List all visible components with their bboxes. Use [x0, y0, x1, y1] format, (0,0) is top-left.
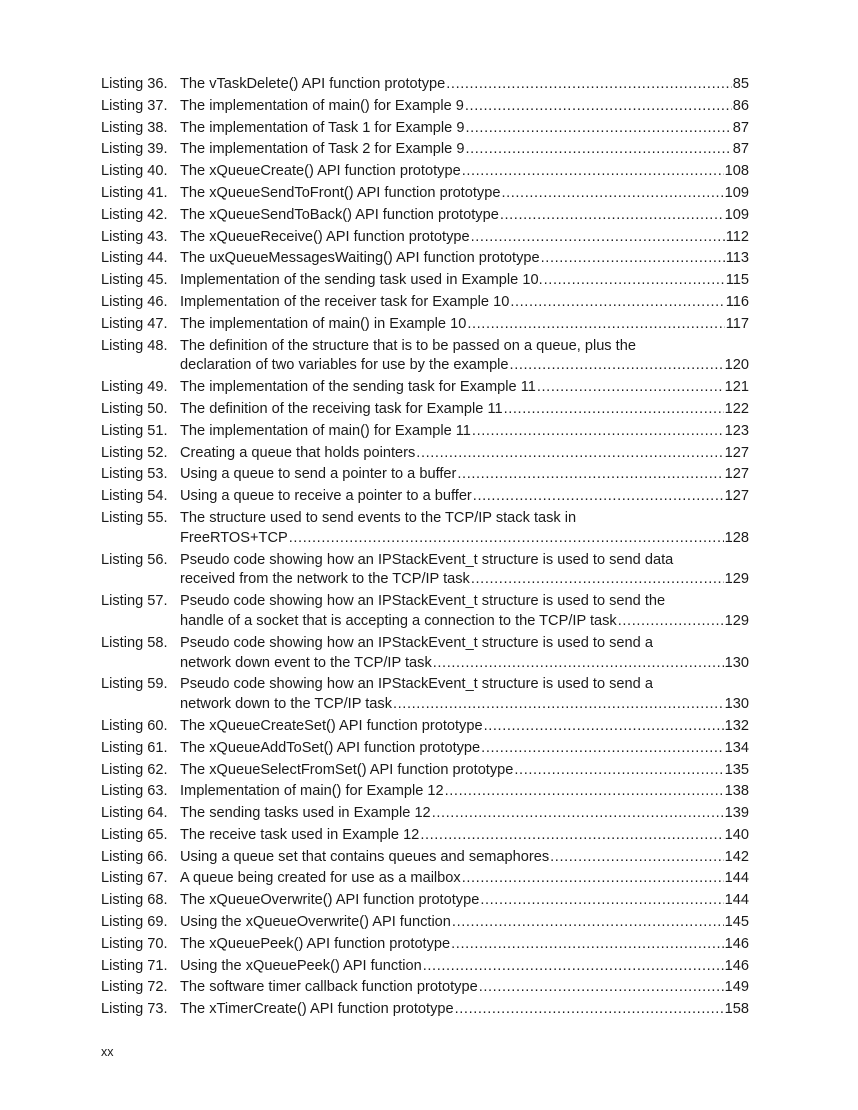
listing-page-number: 109 [724, 206, 749, 223]
entry-last-line [180, 206, 749, 226]
dot-leader [416, 444, 723, 464]
entry-last-line [180, 465, 749, 485]
listing-title: A queue being created for use as a mailbox [180, 870, 461, 887]
entry-last-line [180, 228, 749, 248]
entry-body [180, 891, 749, 911]
listing-title: Using a queue set that contains queues and semaphores [180, 848, 550, 865]
dot-leader [465, 140, 731, 160]
page-number: xx [101, 1045, 114, 1059]
toc-entry[interactable] [101, 119, 749, 139]
listing-page-number: 86 [732, 97, 749, 114]
toc-entry[interactable] [101, 184, 749, 204]
entry-last-line [180, 717, 749, 737]
dot-leader [618, 612, 724, 632]
listing-number: Listing 47. [101, 315, 168, 332]
dot-leader [462, 162, 724, 182]
listing-page-number: 139 [724, 805, 749, 822]
listing-title: The xQueueReceive() API function prototype [180, 228, 470, 245]
listing-title: The implementation of main() for Example 9 [180, 97, 464, 114]
listing-title: The xQueuePeek() API function prototype [180, 935, 451, 952]
dot-leader [471, 228, 725, 248]
listing-number: Listing 62. [101, 761, 168, 778]
toc-entry[interactable] [101, 249, 749, 269]
dot-leader [473, 487, 724, 507]
listing-page-number: 108 [724, 163, 749, 180]
entry-body [180, 761, 749, 781]
entry-last-line [180, 378, 749, 398]
listing-number: Listing 40. [101, 163, 168, 180]
entry-last-line [180, 162, 749, 182]
listing-number: Listing 51. [101, 422, 168, 439]
listing-title: Implementation of the sending task used in Example 10. [180, 272, 543, 289]
entry-body [180, 782, 749, 802]
entry-last-line [180, 140, 749, 160]
dot-leader [467, 315, 724, 335]
dot-leader [451, 935, 723, 955]
listing-title: The xQueueAddToSet() API function prototype [180, 739, 481, 756]
toc-entry[interactable] [101, 509, 749, 549]
listing-number: Listing 41. [101, 184, 168, 201]
dot-leader [541, 249, 725, 269]
listing-page-number: 145 [724, 914, 749, 931]
entry-last-line [180, 119, 749, 139]
listing-page-number: 132 [724, 717, 749, 734]
listing-page-number: 120 [724, 357, 749, 374]
listing-title: Implementation of the receiver task for Example 10 [180, 293, 510, 310]
listing-number: Listing 64. [101, 805, 168, 822]
entry-body [180, 804, 749, 824]
listing-title: The definition of the receiving task for Example 11 [180, 400, 503, 417]
listing-page-number: 112 [725, 228, 749, 245]
dot-leader [465, 97, 732, 117]
entry-body [180, 848, 749, 868]
listing-title: The xQueueSelectFromSet() API function prototype [180, 761, 514, 778]
listing-page-number: 158 [724, 1001, 749, 1018]
listing-page-number: 128 [724, 529, 749, 546]
entry-body [180, 75, 749, 95]
listing-title: The xQueueSendToFront() API function prototype [180, 184, 501, 201]
dot-leader [480, 891, 723, 911]
entry-body [180, 675, 749, 715]
toc-entry[interactable] [101, 634, 749, 674]
entry-body [180, 551, 749, 591]
entry-body [180, 162, 749, 182]
toc-entry[interactable] [101, 957, 749, 977]
entry-last-line [180, 978, 749, 998]
entry-last-line [180, 315, 749, 335]
entry-body [180, 119, 749, 139]
toc-entries [101, 75, 749, 1020]
toc-entry[interactable] [101, 739, 749, 759]
dot-leader [462, 869, 724, 889]
entry-body [180, 444, 749, 464]
listing-number: Listing 57. [101, 593, 168, 610]
listing-page-number: 122 [724, 400, 749, 417]
toc-entry[interactable] [101, 1000, 749, 1020]
toc-entry[interactable] [101, 337, 749, 377]
entry-last-line [180, 249, 749, 269]
listing-number: Listing 61. [101, 739, 168, 756]
listing-page-number: 134 [724, 739, 749, 756]
listing-page-number: 140 [724, 826, 749, 843]
toc-entry[interactable] [101, 162, 749, 182]
dot-leader [471, 570, 724, 590]
toc-entry[interactable] [101, 140, 749, 160]
listing-page-number: 146 [724, 957, 749, 974]
listing-page-number: 127 [724, 466, 749, 483]
listing-title: received from the network to the TCP/IP task [180, 571, 470, 588]
toc-entry[interactable] [101, 97, 749, 117]
dot-leader [537, 378, 724, 398]
listing-title: declaration of two variables for use by the example [180, 357, 509, 374]
listing-number: Listing 72. [101, 979, 168, 996]
listing-page-number: 144 [724, 870, 749, 887]
listing-title-line: Pseudo code showing how an IPStackEvent_t structure is used to send a [180, 676, 653, 693]
entry-last-line [180, 869, 749, 889]
toc-entry[interactable] [101, 444, 749, 464]
toc-entry[interactable] [101, 717, 749, 737]
entry-body [180, 378, 749, 398]
dot-leader [452, 913, 724, 933]
listing-number: Listing 54. [101, 488, 168, 505]
entry-last-line [180, 75, 749, 95]
toc-entry[interactable] [101, 378, 749, 398]
toc-entry[interactable] [101, 400, 749, 420]
listing-title-line: Pseudo code showing how an IPStackEvent_t structure is used to send the [180, 593, 666, 610]
entry-last-line [180, 913, 749, 933]
entry-body [180, 184, 749, 204]
listing-number: Listing 42. [101, 206, 168, 223]
toc-entry[interactable] [101, 913, 749, 933]
listing-number: Listing 55. [101, 509, 168, 526]
listing-title: Using a queue to send a pointer to a buffer [180, 466, 457, 483]
listing-title: The software timer callback function prototype [180, 979, 478, 996]
listing-title: The uxQueueMessagesWaiting() API function prototype [180, 250, 540, 267]
entry-body [180, 592, 749, 632]
dot-leader [432, 804, 724, 824]
listing-title: Using the xQueueOverwrite() API function [180, 914, 451, 931]
listing-title: FreeRTOS+TCP [180, 529, 288, 546]
listing-page-number: 109 [724, 184, 749, 201]
toc-entry[interactable] [101, 592, 749, 632]
entry-body [180, 206, 749, 226]
dot-leader [445, 782, 724, 802]
listing-title: The implementation of main() in Example 10 [180, 315, 467, 332]
entry-last-line [180, 1000, 749, 1020]
listing-number: Listing 69. [101, 914, 168, 931]
entry-last-line [180, 422, 749, 442]
toc-entry[interactable] [101, 848, 749, 868]
listing-page-number: 130 [724, 654, 749, 671]
entry-body [180, 337, 749, 377]
entry-last-line [180, 891, 749, 911]
listing-page-number: 144 [724, 892, 749, 909]
listing-title: The xQueueOverwrite() API function prototype [180, 892, 480, 909]
entry-last-line [180, 487, 749, 507]
toc-entry[interactable] [101, 271, 749, 291]
listing-title: The receive task used in Example 12 [180, 826, 420, 843]
toc-entry[interactable] [101, 675, 749, 715]
entry-body [180, 487, 749, 507]
entry-body [180, 1000, 749, 1020]
listing-title: The xQueueSendToBack() API function prototype [180, 206, 499, 223]
toc-entry[interactable] [101, 315, 749, 335]
entry-body [180, 140, 749, 160]
list-of-listings [101, 75, 749, 1022]
listing-title: network down event to the TCP/IP task [180, 654, 432, 671]
toc-entry[interactable] [101, 228, 749, 248]
listing-page-number: 87 [732, 119, 749, 136]
listing-title: handle of a socket that is accepting a connection to the TCP/IP task [180, 612, 617, 629]
dot-leader [446, 75, 732, 95]
toc-entry[interactable] [101, 804, 749, 824]
entry-body [180, 634, 749, 674]
listing-page-number: 113 [725, 250, 749, 267]
listing-page-number: 130 [724, 696, 749, 713]
entry-body [180, 97, 749, 117]
listing-number: Listing 67. [101, 870, 168, 887]
listing-title: The xQueueCreate() API function prototype [180, 163, 461, 180]
entry-last-line [180, 695, 749, 715]
listing-number: Listing 48. [101, 337, 168, 354]
dot-leader [289, 529, 724, 549]
entry-body [180, 913, 749, 933]
entry-last-line [180, 293, 749, 313]
toc-entry[interactable] [101, 75, 749, 95]
listing-number: Listing 71. [101, 957, 168, 974]
listing-number: Listing 58. [101, 634, 168, 651]
dot-leader [465, 119, 731, 139]
listing-number: Listing 44. [101, 250, 168, 267]
toc-entry[interactable] [101, 935, 749, 955]
listing-number: Listing 68. [101, 892, 168, 909]
entry-last-line [180, 654, 749, 674]
listing-title: The implementation of the sending task for Example 11 [180, 379, 536, 396]
entry-last-line [180, 761, 749, 781]
listing-page-number: 123 [724, 422, 749, 439]
dot-leader [544, 271, 725, 291]
listing-page-number: 117 [725, 315, 749, 332]
listing-number: Listing 45. [101, 272, 168, 289]
listing-page-number: 115 [725, 272, 749, 289]
entry-last-line [180, 957, 749, 977]
listing-page-number: 149 [724, 979, 749, 996]
toc-entry[interactable] [101, 826, 749, 846]
listing-number: Listing 60. [101, 717, 168, 734]
entry-body [180, 509, 749, 549]
listing-title-line: The structure used to send events to the TCP/IP stack task in [180, 509, 577, 526]
toc-entry[interactable] [101, 206, 749, 226]
dot-leader [423, 957, 724, 977]
toc-entry[interactable] [101, 761, 749, 781]
entry-body [180, 717, 749, 737]
listing-number: Listing 73. [101, 1001, 168, 1018]
listing-number: Listing 50. [101, 400, 168, 417]
listing-title: Implementation of main() for Example 12 [180, 783, 444, 800]
listing-page-number: 127 [724, 444, 749, 461]
toc-entry[interactable] [101, 487, 749, 507]
entry-body [180, 869, 749, 889]
dot-leader [504, 400, 724, 420]
listing-title-line: Pseudo code showing how an IPStackEvent_t structure is used to send a [180, 634, 653, 651]
dot-leader [420, 826, 723, 846]
listing-page-number: 85 [732, 76, 749, 92]
dot-leader [514, 761, 723, 781]
listing-page-number: 127 [724, 488, 749, 505]
entry-body [180, 826, 749, 846]
dot-leader [393, 695, 724, 715]
listing-page-number: 121 [724, 379, 749, 396]
listing-number: Listing 37. [101, 97, 168, 114]
listing-title: Creating a queue that holds pointers [180, 444, 416, 461]
entry-last-line [180, 804, 749, 824]
toc-entry[interactable] [101, 465, 749, 485]
listing-title: The implementation of Task 1 for Example 9 [180, 119, 465, 136]
entry-body [180, 249, 749, 269]
listing-title: network down to the TCP/IP task [180, 696, 392, 713]
entry-body [180, 978, 749, 998]
listing-number: Listing 38. [101, 119, 168, 136]
entry-last-line [180, 848, 749, 868]
dot-leader [472, 422, 724, 442]
entry-body [180, 315, 749, 335]
listing-page-number: 138 [724, 783, 749, 800]
entry-last-line [180, 184, 749, 204]
listing-page-number: 142 [724, 848, 749, 865]
listing-number: Listing 46. [101, 293, 168, 310]
entry-body [180, 957, 749, 977]
listing-title: The implementation of Task 2 for Example 9 [180, 141, 465, 158]
listing-title: The xQueueCreateSet() API function prototype [180, 717, 483, 734]
listing-title: The xTimerCreate() API function prototype [180, 1001, 454, 1018]
dot-leader [479, 978, 724, 998]
entry-body [180, 422, 749, 442]
toc-entry[interactable] [101, 551, 749, 591]
dot-leader [455, 1000, 724, 1020]
entry-body [180, 400, 749, 420]
listing-number: Listing 70. [101, 935, 168, 952]
entry-body [180, 293, 749, 313]
dot-leader [550, 848, 723, 868]
entry-body [180, 228, 749, 248]
listing-number: Listing 53. [101, 466, 168, 483]
entry-last-line [180, 570, 749, 590]
dot-leader [457, 465, 723, 485]
entry-last-line [180, 444, 749, 464]
toc-entry[interactable] [101, 869, 749, 889]
listing-title: The implementation of main() for Example 11 [180, 422, 471, 439]
dot-leader [500, 206, 724, 226]
listing-number: Listing 59. [101, 676, 168, 693]
listing-number: Listing 66. [101, 848, 168, 865]
entry-last-line [180, 271, 749, 291]
listing-page-number: 146 [724, 935, 749, 952]
listing-number: Listing 39. [101, 141, 168, 158]
toc-entry[interactable] [101, 891, 749, 911]
listing-number: Listing 65. [101, 826, 168, 843]
listing-title-line: Pseudo code showing how an IPStackEvent_t structure is used to send data [180, 551, 674, 568]
listing-number: Listing 63. [101, 783, 168, 800]
entry-body [180, 465, 749, 485]
entry-last-line [180, 400, 749, 420]
entry-last-line [180, 612, 749, 632]
dot-leader [501, 184, 723, 204]
dot-leader [433, 654, 724, 674]
listing-title-line: The definition of the structure that is to be passed on a queue, plus the [180, 337, 636, 354]
listing-page-number: 87 [732, 141, 749, 158]
entry-body [180, 935, 749, 955]
entry-last-line [180, 97, 749, 117]
entry-body [180, 271, 749, 291]
entry-last-line [180, 935, 749, 955]
toc-entry[interactable] [101, 782, 749, 802]
dot-leader [510, 293, 724, 313]
listing-number: Listing 52. [101, 444, 168, 461]
toc-entry[interactable] [101, 293, 749, 313]
entry-last-line [180, 356, 749, 376]
listing-page-number: 135 [724, 761, 749, 778]
toc-entry[interactable] [101, 422, 749, 442]
listing-number: Listing 43. [101, 228, 168, 245]
entry-last-line [180, 739, 749, 759]
listing-title: Using a queue to receive a pointer to a buffer [180, 488, 472, 505]
dot-leader [510, 356, 724, 376]
dot-leader [484, 717, 724, 737]
entry-body [180, 739, 749, 759]
listing-title: The vTaskDelete() API function prototype [180, 76, 446, 92]
listing-number: Listing 49. [101, 379, 168, 396]
listing-number: Listing 56. [101, 551, 168, 568]
listing-page-number: 129 [724, 571, 749, 588]
entry-last-line [180, 529, 749, 549]
entry-last-line [180, 826, 749, 846]
entry-last-line [180, 782, 749, 802]
listing-title: The sending tasks used in Example 12 [180, 805, 431, 822]
listing-page-number: 129 [724, 612, 749, 629]
listing-number: Listing 36. [101, 76, 168, 92]
listing-title: Using the xQueuePeek() API function [180, 957, 422, 974]
dot-leader [481, 739, 723, 759]
listing-page-number: 116 [725, 293, 749, 310]
toc-entry[interactable] [101, 978, 749, 998]
